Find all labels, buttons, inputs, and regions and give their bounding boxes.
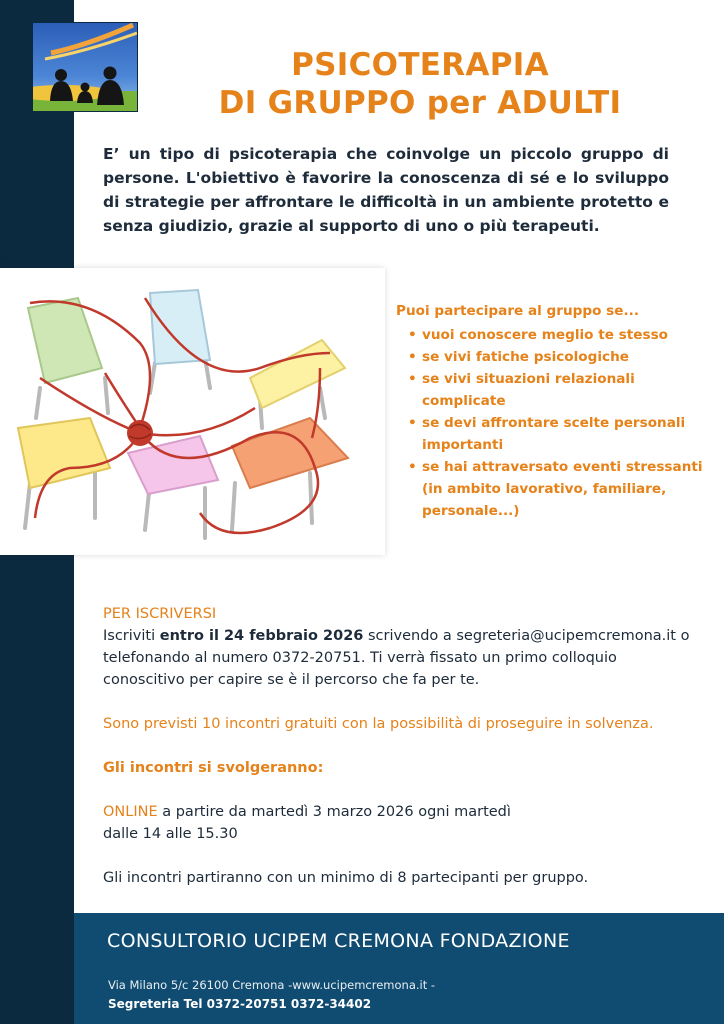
minimum-participants-note: Gli incontri partiranno con un minimo di 8 partecipanti per gruppo. <box>103 870 589 886</box>
footer-address: Via Milano 5/c 26100 Cremona -www.ucipemcremona.it - <box>108 978 436 992</box>
signup-text-before: Iscriviti <box>103 628 160 644</box>
list-item: • se devi affrontare scelte personali importanti <box>408 412 706 456</box>
footer <box>74 913 724 1029</box>
list-item: • vuoi conoscere meglio te stesso <box>408 324 706 346</box>
chairs-drawing <box>0 268 385 555</box>
signup-text-after: scrivendo a segreteria@ucipemcremona.it o telefonando al numero 0372-20751. Ti verrà fissato un primo colloquio conoscitivo per capire se è il percorso che fa per te. <box>103 628 690 688</box>
schedule-line-1 <box>103 801 703 823</box>
footer-more: ... <box>108 1015 120 1029</box>
logo <box>32 22 138 112</box>
conditions-heading: Puoi partecipare al gruppo se... <box>396 303 639 319</box>
logo-image <box>33 23 138 112</box>
signup-deadline: entro il 24 febbraio 2026 <box>159 628 364 644</box>
schedule-heading: Gli incontri si svolgeranno: <box>103 760 324 776</box>
title-line-1: PSICOTERAPIA <box>291 47 549 83</box>
free-sessions-note: Sono previsti 10 incontri gratuiti con la possibilità di proseguire in solvenza. <box>103 716 654 732</box>
conditions-panel <box>396 300 706 522</box>
schedule-line-2: dalle 14 alle 15.30 <box>103 826 238 842</box>
list-item: • se vivi situazioni relazionali complicate <box>408 368 706 412</box>
conditions-list <box>396 324 706 522</box>
signup-heading: PER ISCRIVERSI <box>103 606 217 622</box>
list-item: • se vivi fatiche psicologiche <box>408 346 706 368</box>
schedule-start: a partire da martedì 3 marzo 2026 ogni martedì <box>157 804 511 820</box>
info-section <box>103 603 703 889</box>
schedule-mode: ONLINE <box>103 804 158 820</box>
chairs-illustration <box>0 268 385 555</box>
list-item: • se hai attraversato eventi stressanti (in ambito lavorativo, familiare, personale...) <box>408 456 706 522</box>
intro-paragraph: E’ un tipo di psicoterapia che coinvolge un piccolo gruppo di persone. L'obiettivo è favorire la conoscenza di sé e lo sviluppo di strategie per affrontare le difficoltà in un ambiente protetto e senza giudizio, grazie al supporto di uno o più terapeuti. <box>103 145 669 235</box>
page-title <box>170 46 670 122</box>
footer-secretary: Segreteria Tel 0372-20751 0372-34402 <box>108 997 372 1011</box>
signup-paragraph <box>103 625 703 691</box>
title-line-2: DI GRUPPO per ADULTI <box>218 85 622 121</box>
footer-organization-name: CONSULTORIO UCIPEM CREMONA FONDAZIONE <box>107 930 570 952</box>
